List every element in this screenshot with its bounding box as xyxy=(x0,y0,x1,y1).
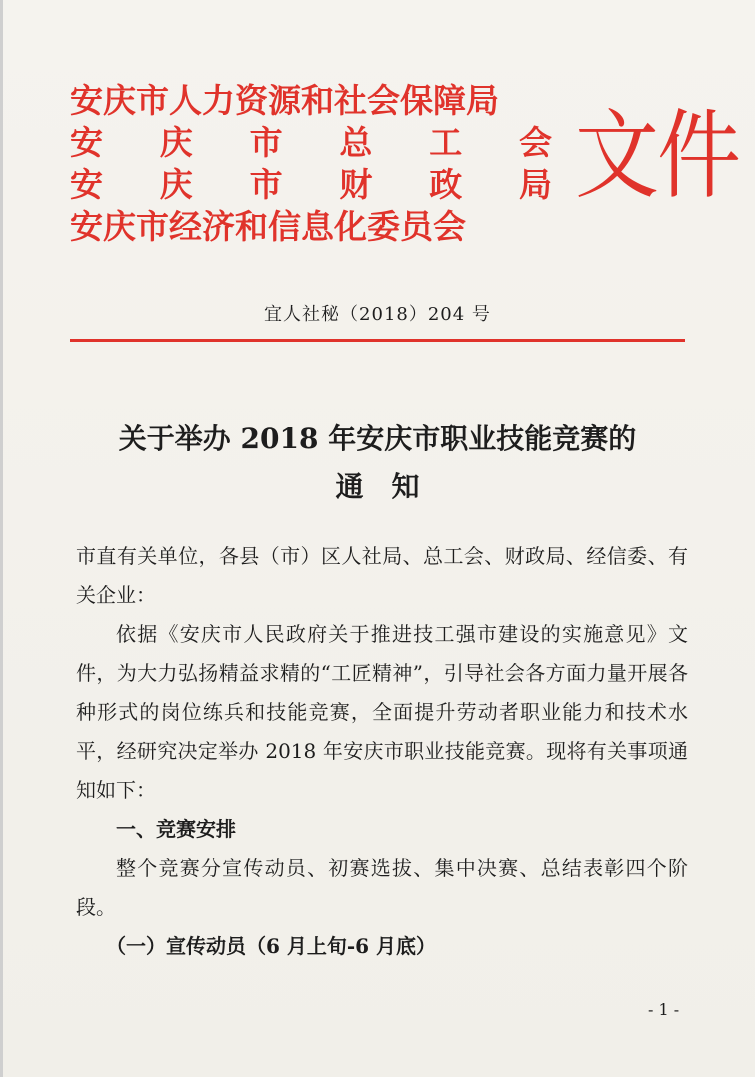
issuer-char: 总 xyxy=(339,123,373,162)
issuer-char: 庆 xyxy=(159,165,193,204)
issuer-char: 会 xyxy=(518,123,552,162)
issuer-char: 市 xyxy=(249,123,283,162)
document-number: 宜人社秘（2018）204 号 xyxy=(264,304,491,325)
issuer-char: 庆 xyxy=(159,123,193,162)
issuer-char: 安 xyxy=(70,123,103,162)
issuer-union xyxy=(70,122,552,164)
paragraph-stages: 整个竞赛分宣传动员、初赛选拔、集中决赛、总结表彰四个阶段。 xyxy=(76,856,688,919)
issuer-char: 局 xyxy=(518,165,552,204)
title-line-2: 通 知 xyxy=(335,470,420,503)
issuer-char: 安 xyxy=(70,165,103,204)
document-word: 文件 xyxy=(575,99,740,212)
title-line-1: 关于举办 2018 年安庆市职业技能竞赛的 xyxy=(118,422,637,455)
issuer-char: 工 xyxy=(429,123,463,162)
page-edge xyxy=(0,0,3,1077)
red-divider xyxy=(70,339,685,342)
issuer-economy: 安庆市经济和信息化委员会 xyxy=(70,207,466,246)
issuer-char: 市 xyxy=(249,165,283,204)
subsection-heading-1: （一）宣传动员（6 月上旬-6 月底） xyxy=(106,934,437,958)
page-number: - 1 - xyxy=(648,1000,680,1019)
issuer-char: 政 xyxy=(429,165,463,204)
notice-title xyxy=(0,415,755,511)
notice-body xyxy=(76,537,688,966)
section-heading-1: 一、竞赛安排 xyxy=(116,817,236,841)
issuer-block xyxy=(70,80,570,248)
issuer-char: 财 xyxy=(339,165,373,204)
paragraph-intro: 依据《安庆市人民政府关于推进技工强市建设的实施意见》文件，为大力弘扬精益求精的“工匠精神”，引导社会各方面力量开展各种形式的岗位练兵和技能竞赛，全面提升劳动者职业能力和技术水平，经研究决定举办 2018 年安庆市职业技能竞赛。现将有关事项通知如下： xyxy=(76,622,688,802)
issuer-hrss: 安庆市人力资源和社会保障局 xyxy=(70,81,499,120)
issuer-finance xyxy=(70,164,552,206)
salutation: 市直有关单位，各县（市）区人社局、总工会、财政局、经信委、有关企业： xyxy=(76,544,688,607)
